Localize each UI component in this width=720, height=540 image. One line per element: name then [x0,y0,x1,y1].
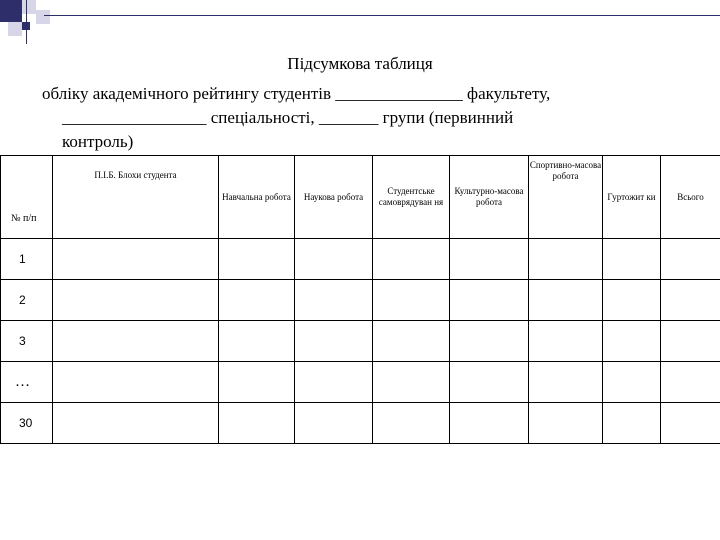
table-cell [373,280,450,321]
table-cell [661,403,720,444]
table-cell [295,403,373,444]
table-cell [53,280,219,321]
decor-square-light [22,0,36,14]
table-cell [450,280,529,321]
table-cell [450,321,529,362]
header-cell-dormitory: Гуртожит ки [603,156,661,239]
header-cell-sport: Спортивно-масова робота [529,156,603,239]
table-cell [219,280,295,321]
table-cell [603,321,661,362]
table-cell [603,403,661,444]
table-row [1,239,720,280]
table-cell [603,362,661,403]
table-cell [603,280,661,321]
table-cell [529,321,603,362]
row-number: … [1,362,53,403]
subtitle-line: контроль) [62,132,134,151]
subtitle-line: _________________ спеціальності, _______ групи (первинний [62,108,514,127]
table-cell [373,321,450,362]
table-cell [661,239,720,280]
row-number: 30 [1,403,53,444]
table-cell [53,403,219,444]
table-cell [295,321,373,362]
row-number: 2 [1,280,53,321]
header-cell-total: Всього [661,156,720,239]
rating-table [0,155,720,444]
header-cell-science: Наукова робота [295,156,373,239]
table-cell [661,321,720,362]
page-title: Підсумкова таблиця [287,54,433,73]
table-cell [661,362,720,403]
header-cell-self-government: Студентське самоврядуван ня [373,156,450,239]
table-cell [450,403,529,444]
decor-square-light [36,10,50,24]
table-cell [529,362,603,403]
table-cell [603,239,661,280]
table-cell [373,403,450,444]
table-cell [529,280,603,321]
decor-square-dark [0,0,22,22]
header-cell-cultural: Культурно-масова робота [450,156,529,239]
table-cell [373,362,450,403]
table-cell [295,362,373,403]
table-cell [53,239,219,280]
table-cell [529,403,603,444]
table-row [1,362,720,403]
table-cell [529,239,603,280]
table-cell [219,239,295,280]
subtitle-line: обліку академічного рейтингу студентів _______________ факультету, [42,84,551,103]
header-cell-study: Навчальна робота [219,156,295,239]
header-cell-number: № п/п [1,156,53,239]
table-cell [219,403,295,444]
table-cell [450,362,529,403]
table-cell [295,280,373,321]
table-header-row [1,156,720,239]
header-cell-name: П.І.Б. Блохи студента [53,156,219,239]
table-cell [219,321,295,362]
table-cell [53,362,219,403]
decor-vertical-line [26,0,27,44]
table-row [1,321,720,362]
table-cell [373,239,450,280]
row-number: 3 [1,321,53,362]
table-cell [219,362,295,403]
table-cell [53,321,219,362]
row-number: 1 [1,239,53,280]
decor-square-light [8,22,22,36]
table-cell [661,280,720,321]
decor-horizontal-line [44,15,720,16]
table-row [1,403,720,444]
table-cell [450,239,529,280]
table-cell [295,239,373,280]
table-row [1,280,720,321]
